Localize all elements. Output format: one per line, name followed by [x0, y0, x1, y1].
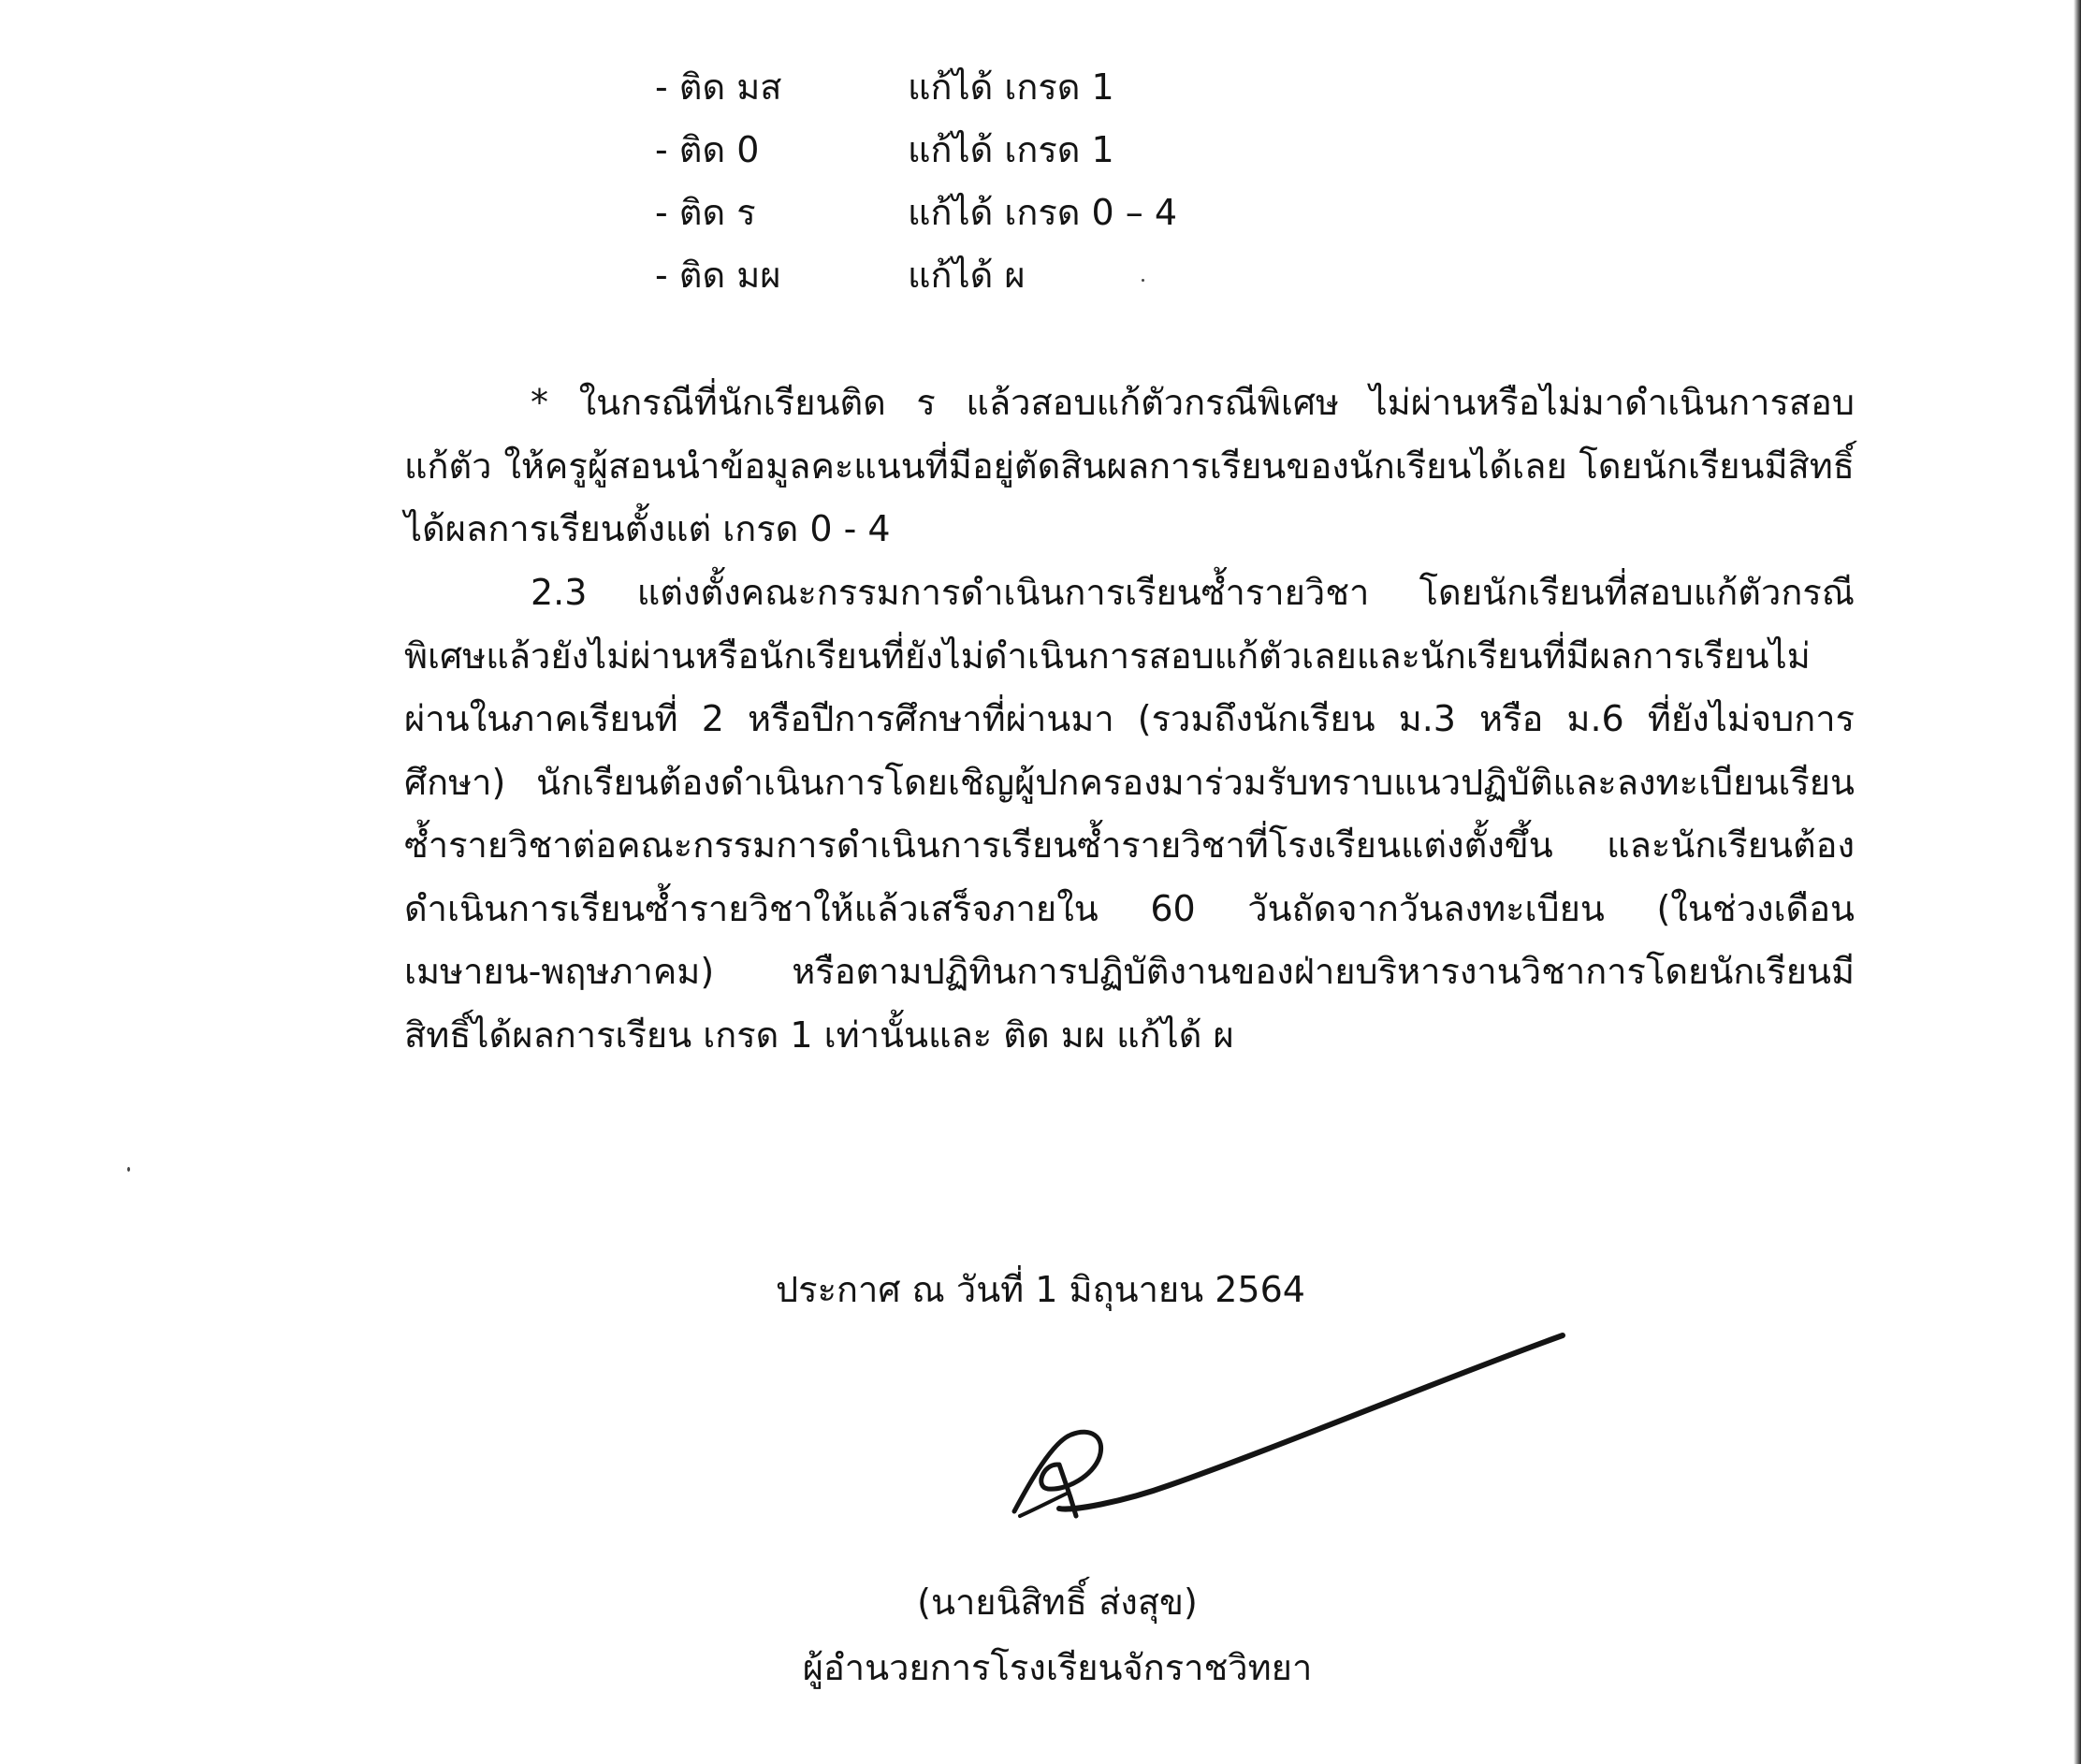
announcement-date: ประกาศ ณ วันที่ 1 มิถุนายน 2564: [776, 1269, 1305, 1310]
section-2-3-paragraph: 2.3 แต่งตั้งคณะกรรมการดำเนินการเรียนซ้ำรายวิชา โดยนักเรียนที่สอบแก้ตัวกรณีพิเศษแล้วยังไม่ผ่านหรือนักเรียนที่ยังไม่ดำเนินการสอบแก้ตัวเลยและนักเรียนที่มีผลการเรียนไม่ผ่านในภาคเรียนที่ 2 หรือปีการศึกษาที่ผ่านมา (รวมถึงนักเรียน ม.3 หรือ ม.6 ที่ยังไม่จบการศึกษา) นักเรียนต้องดำเนินการโดยเชิญผู้ปกครองมาร่วมรับทราบแนวปฏิบัติและลงทะเบียนเรียนซ้ำรายวิชาต่อคณะกรรมการดำเนินการเรียนซ้ำรายวิชาที่โรงเรียนแต่งตั้งขึ้น และนักเรียนต้องดำเนินการเรียนซ้ำรายวิชาให้แล้วเสร็จภายใน 60 วันถัดจากวันลงทะเบียน (ในช่วงเดือนเมษายน-พฤษภาคม) หรือตามปฏิทินการปฏิบัติงานของฝ่ายบริหารงานวิชาการโดยนักเรียนมีสิทธิ์ได้ผลการเรียน เกรด 1 เท่านั้นและ ติด มผ แก้ได้ ผ: [404, 572, 1855, 1056]
scan-speck: [1142, 279, 1144, 282]
scan-edge-shadow: [2074, 0, 2081, 1764]
grade-rule-result: แก้ได้ เกรด 1: [908, 66, 1114, 108]
grade-rule-item: - ติด ร: [655, 192, 756, 233]
grade-rule-result: แก้ได้ เกรด 1: [908, 129, 1114, 170]
signer-title: ผู้อำนวยการโรงเรียนจักราชวิทยา: [802, 1647, 1313, 1688]
grade-rule-item: - ติด 0: [655, 129, 760, 170]
signer-name: (นายนิสิทธิ์ ส่งสุข): [917, 1582, 1198, 1623]
signature-image: [1001, 1324, 1572, 1539]
special-case-note: * ในกรณีที่นักเรียนติด ร แล้วสอบแก้ตัวกรณีพิเศษ ไม่ผ่านหรือไม่มาดำเนินการสอบแก้ตัว ให้ครูผู้สอนนำข้อมูลคะแนนที่มีอยู่ตัดสินผลการเรียนของนักเรียนได้เลย โดยนักเรียนมีสิทธิ์ได้ผลการเรียนตั้งแต่ เกรด 0 - 4: [404, 382, 1855, 549]
grade-rule-result: แก้ได้ ผ: [908, 255, 1026, 296]
grade-rule-item: - ติด มผ: [655, 255, 781, 296]
grade-rule-result: แก้ได้ เกรด 0 – 4: [908, 192, 1178, 233]
grade-rule-item: - ติด มส: [655, 66, 782, 108]
scan-speck: [127, 1167, 130, 1172]
